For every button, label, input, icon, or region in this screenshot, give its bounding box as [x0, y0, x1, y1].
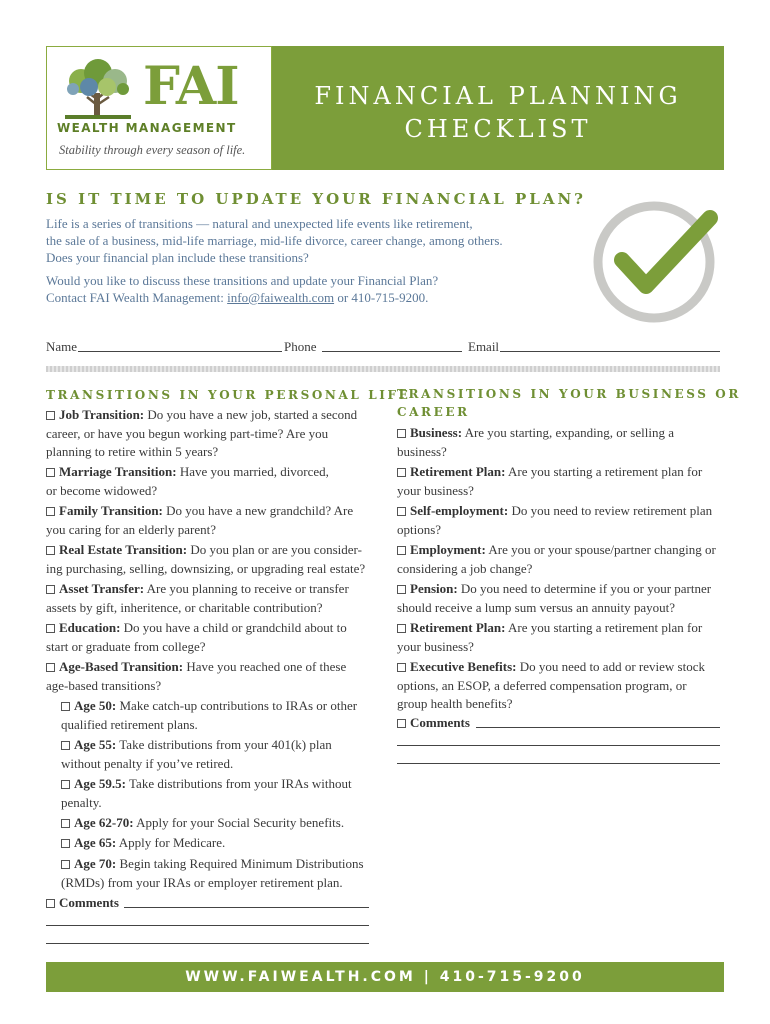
checkbox[interactable]: [61, 780, 70, 789]
item-title: Age 55:: [74, 737, 117, 752]
item-title: Employment:: [410, 542, 486, 557]
item-text: Do you need to add or review stock: [516, 659, 705, 674]
item-text: group health benefits?: [397, 696, 513, 711]
item-text: Make catch-up contributions to IRAs or other: [116, 698, 358, 713]
checkbox[interactable]: [46, 663, 55, 672]
item-text: your business?: [397, 482, 474, 498]
checkbox[interactable]: [397, 663, 406, 672]
item-title: Education:: [59, 620, 121, 635]
checkbox[interactable]: [46, 411, 55, 420]
item-title: Job Transition:: [59, 407, 145, 422]
personal-item-family[interactable]: [46, 502, 371, 539]
business-item-executive-benefits[interactable]: [397, 658, 722, 714]
email-field[interactable]: [500, 351, 720, 352]
business-comments-line[interactable]: [397, 745, 720, 746]
business-comments-line[interactable]: [476, 727, 720, 728]
item-text: you caring for an elderly parent?: [46, 521, 217, 537]
email-label: Email: [468, 339, 500, 354]
age-item-59[interactable]: [61, 775, 371, 812]
page-title-line-2: CHECKLIST: [404, 115, 592, 143]
intro-line-4: Would you like to discuss these transitions and update your Financial Plan?: [46, 273, 439, 288]
item-text: Take distributions from your IRAs without: [126, 776, 352, 791]
intro-line-5: [46, 290, 428, 306]
personal-comments-line[interactable]: [124, 907, 369, 908]
tree-logo-icon: [61, 59, 135, 121]
business-heading: [397, 385, 741, 421]
personal-comments[interactable]: [46, 894, 119, 913]
divider: [46, 366, 720, 372]
checkbox[interactable]: [61, 741, 70, 750]
checkbox[interactable]: [397, 468, 406, 477]
name-label: Name: [46, 339, 78, 354]
item-title: Pension:: [410, 581, 458, 596]
item-title: Family Transition:: [59, 503, 163, 518]
item-text: planning to retire within 5 years?: [46, 444, 219, 459]
business-comments-line[interactable]: [397, 763, 720, 764]
business-heading-line-2: CAREER: [397, 405, 470, 419]
phone-field[interactable]: [322, 351, 462, 352]
item-title: Marriage Transition:: [59, 464, 177, 479]
item-text: Apply for Medicare.: [116, 835, 226, 850]
item-title: Retirement Plan:: [410, 620, 506, 635]
item-text: considering a job change?: [397, 560, 533, 576]
business-item-self-employment[interactable]: [397, 502, 722, 539]
business-item-retirement-plan[interactable]: [397, 463, 722, 500]
checkbox[interactable]: [397, 546, 406, 555]
item-text: age-based transitions?: [46, 677, 162, 693]
phone-label: Phone: [284, 339, 317, 354]
item-title: Retirement Plan:: [410, 464, 506, 479]
contact-prefix: Contact FAI Wealth Management:: [46, 290, 228, 305]
item-text: should receive a lump sum versus an annuity payout?: [397, 599, 675, 615]
item-text: Are you or your spouse/partner changing or: [485, 542, 716, 557]
checkbox[interactable]: [397, 429, 406, 438]
item-title: Age 50:: [74, 698, 117, 713]
personal-item-job[interactable]: [46, 406, 371, 462]
page-title-line-1: FINANCIAL PLANNING: [314, 82, 682, 110]
item-text: penalty.: [61, 794, 102, 810]
checkbox[interactable]: [397, 624, 406, 633]
business-item-employment[interactable]: [397, 541, 727, 578]
checkbox[interactable]: [46, 507, 55, 516]
checkbox[interactable]: [46, 546, 55, 555]
item-text: (RMDs) from your IRAs or employer retirement plan.: [61, 874, 343, 890]
checkbox[interactable]: [397, 719, 406, 728]
business-item-pension[interactable]: [397, 580, 727, 617]
item-text: ing purchasing, selling, downsizing, or upgrading real estate?: [46, 560, 366, 576]
comments-label: Comments: [410, 715, 470, 730]
logo-tagline: Stability through every season of life.: [59, 143, 246, 157]
intro-heading: IS IT TIME TO UPDATE YOUR FINANCIAL PLAN?: [46, 190, 586, 208]
age-item-55[interactable]: [61, 736, 371, 773]
logo-box: [46, 46, 272, 170]
personal-heading: TRANSITIONS IN YOUR PERSONAL LIFE: [46, 388, 411, 402]
business-item-business[interactable]: [397, 424, 722, 461]
item-text: Are you starting a retirement plan for: [505, 464, 703, 479]
business-item-retirement-plan-2[interactable]: [397, 619, 722, 656]
item-title: Self-employment:: [410, 503, 509, 518]
logo-brand: FAI: [143, 56, 239, 117]
comments-label: Comments: [59, 895, 119, 910]
checkbox[interactable]: [46, 899, 55, 908]
item-title: Age 62-70:: [74, 815, 134, 830]
contact-suffix: or 410-715-9200.: [334, 290, 429, 305]
footer-text[interactable]: WWW.FAIWEALTH.COM | 410-715-9200: [185, 969, 585, 985]
intro-line-3: Does your financial plan include these transitions?: [46, 250, 309, 265]
checkbox[interactable]: [61, 860, 70, 869]
age-item-50[interactable]: [61, 697, 371, 734]
item-text: Are you starting, expanding, or selling a: [462, 425, 674, 440]
item-text: Do you have a child or grandchild about to: [120, 620, 347, 635]
item-text: options, an ESOP, a deferred compensation program, or: [397, 677, 687, 693]
intro-line-2: the sale of a business, mid-life marriage, mid-life divorce, career change, among others.: [46, 233, 503, 248]
item-text: Do you need to determine if you or your partner: [457, 581, 712, 596]
item-text: qualified retirement plans.: [61, 716, 198, 732]
checkbox[interactable]: [61, 839, 70, 848]
item-text: Have you married, divorced,: [176, 464, 329, 479]
item-title: Business:: [410, 425, 463, 440]
item-text: Do you plan or are you consider-: [187, 542, 362, 557]
personal-comments-line[interactable]: [46, 925, 369, 926]
item-text: your business?: [397, 638, 474, 654]
item-text: Are you planning to receive or transfer: [144, 581, 349, 596]
item-text: Are you starting a retirement plan for: [505, 620, 703, 635]
item-title: Age 70:: [74, 856, 117, 871]
logo-subtitle: WEALTH MANAGEMENT: [57, 121, 237, 135]
personal-item-marriage[interactable]: [46, 463, 371, 500]
item-title: Age 65:: [74, 835, 117, 850]
checkbox[interactable]: [61, 702, 70, 711]
item-text: Begin taking Required Minimum Distributions: [116, 856, 364, 871]
item-text: Have you reached one of these: [183, 659, 347, 674]
item-text: assets by gift, inheritence, or charitable contribution?: [46, 599, 323, 615]
personal-item-asset[interactable]: [46, 580, 371, 617]
title-banner: [272, 46, 724, 170]
item-text: Do you need to review retirement plan: [508, 503, 713, 518]
business-comments[interactable]: [397, 714, 470, 733]
personal-item-real-estate[interactable]: [46, 541, 376, 578]
item-text: without penalty if you’ve retired.: [61, 755, 234, 771]
item-text: Apply for your Social Security benefits.: [133, 815, 345, 830]
intro-line-1: Life is a series of transitions — natural and unexpected life events like retirement,: [46, 216, 473, 231]
email-link[interactable]: info@faiwealth.com: [227, 290, 335, 305]
item-text: Take distributions from your 401(k) plan: [116, 737, 332, 752]
item-text: career, or have you begun working part-time? Are you: [46, 425, 329, 441]
item-title: Executive Benefits:: [410, 659, 517, 674]
item-text: business?: [397, 443, 447, 459]
checkbox[interactable]: [61, 819, 70, 828]
item-title: Real Estate Transition:: [59, 542, 188, 557]
checkbox[interactable]: [46, 585, 55, 594]
page-title: [272, 80, 724, 146]
age-item-62-70[interactable]: [61, 814, 371, 833]
item-text: options?: [397, 521, 442, 537]
checkbox[interactable]: [397, 585, 406, 594]
personal-comments-line[interactable]: [46, 943, 369, 944]
checkbox[interactable]: [397, 507, 406, 516]
item-title: Asset Transfer:: [59, 581, 145, 596]
footer-bar: [46, 962, 724, 992]
checkbox[interactable]: [46, 468, 55, 477]
item-text: start or graduate from college?: [46, 638, 206, 654]
age-item-70[interactable]: [61, 855, 373, 892]
personal-item-education[interactable]: [46, 619, 371, 656]
item-text: Do you have a new grandchild? Are: [162, 503, 354, 518]
checkmark-icon: [592, 198, 720, 326]
item-title: Age 59.5:: [74, 776, 126, 791]
item-title: Age-Based Transition:: [59, 659, 184, 674]
personal-item-age-based[interactable]: [46, 658, 371, 695]
age-item-65[interactable]: [61, 834, 371, 853]
name-field[interactable]: [78, 351, 282, 352]
item-text: or become widowed?: [46, 482, 158, 498]
item-text: Do you have a new job, started a second: [144, 407, 358, 422]
checkbox[interactable]: [46, 624, 55, 633]
business-heading-line-1: TRANSITIONS IN YOUR BUSINESS OR: [397, 387, 741, 401]
